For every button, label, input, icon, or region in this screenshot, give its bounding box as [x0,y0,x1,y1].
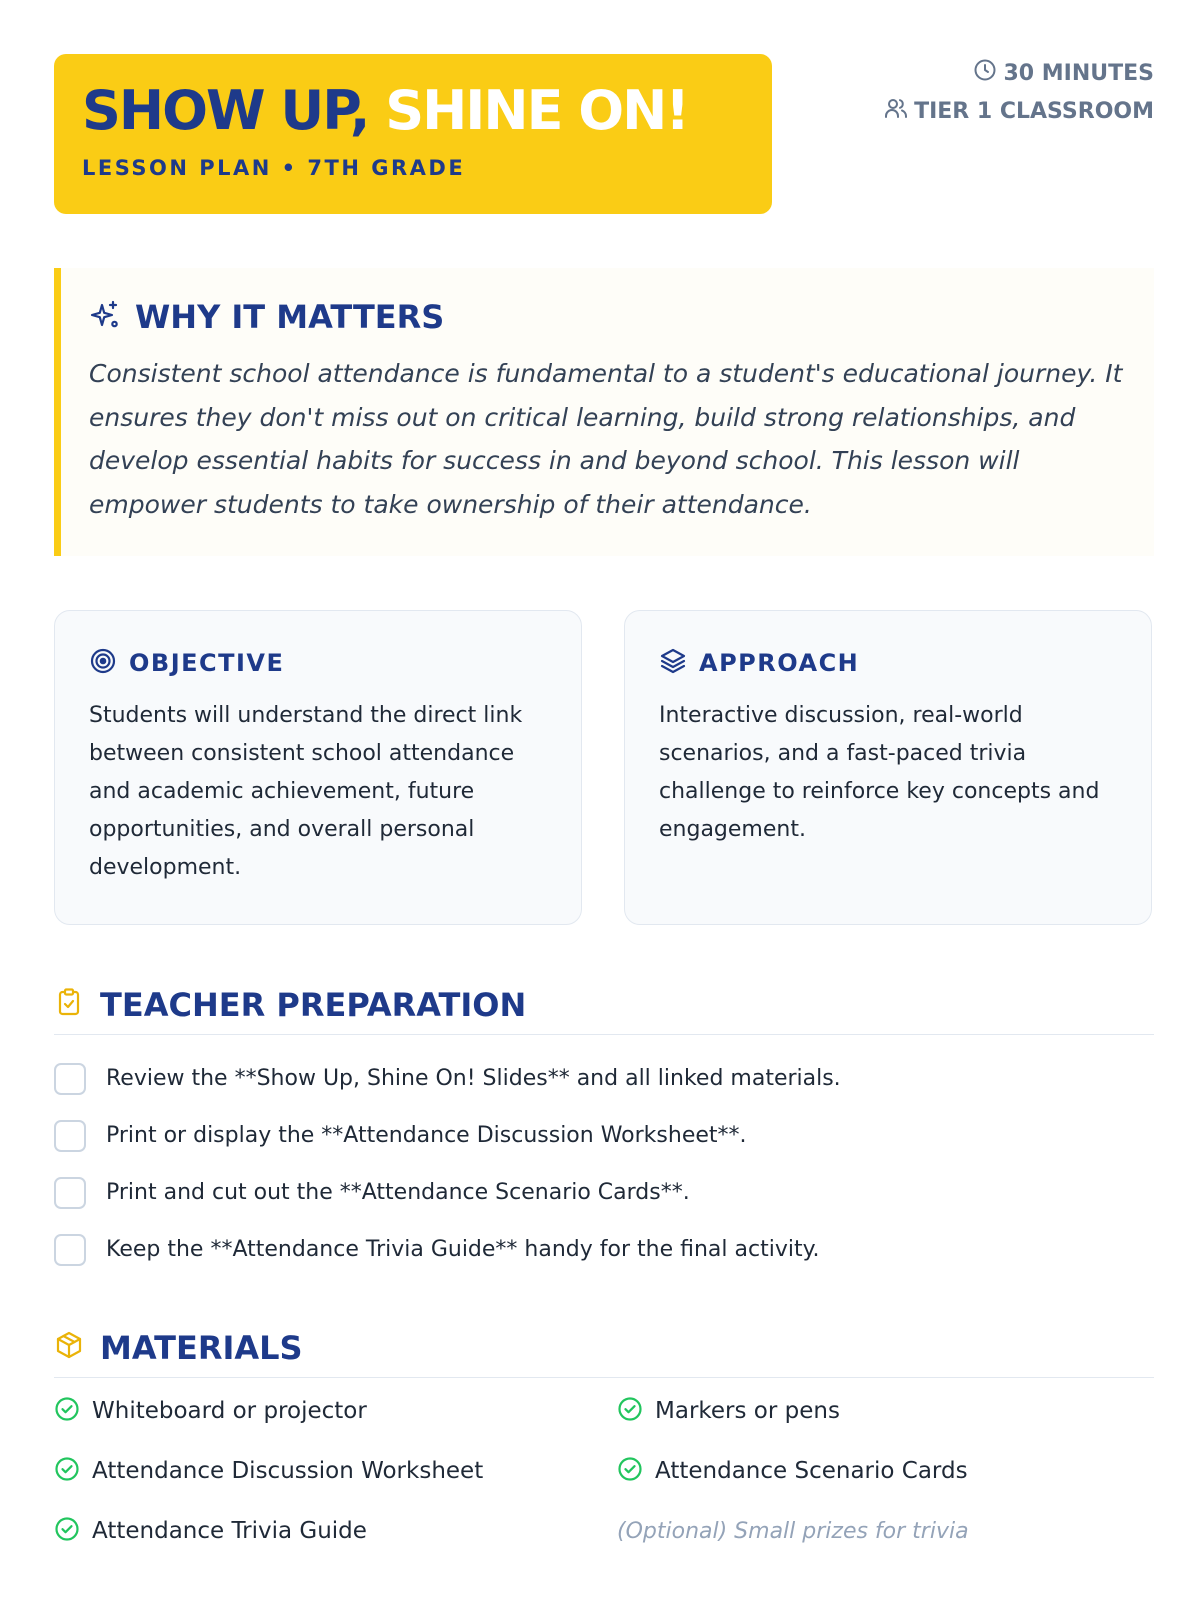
why-it-matters-title: WHY IT MATTERS [135,298,445,336]
why-it-matters-header [89,294,1124,340]
checkbox[interactable] [54,1234,86,1266]
material-item [54,1390,617,1432]
material-item [54,1450,617,1492]
material-item-text: Attendance Trivia Guide [92,1518,367,1544]
checklist-item [54,1221,1154,1278]
material-item-optional [617,1510,1154,1552]
teacher-preparation-title: TEACHER PREPARATION [100,985,527,1024]
materials-title: MATERIALS [100,1328,303,1367]
objective-text: Students will understand the direct link between consistent school attendance and academic achievement, future opportunities, and overall personal development. [89,703,523,880]
layers-icon [659,647,687,680]
checklist-item-text: Print and cut out the **Attendance Scenario Cards**. [106,1180,690,1205]
lesson-header-card [54,54,772,214]
objective-title: OBJECTIVE [129,649,285,677]
checklist-item-text: Keep the **Attendance Trivia Guide** handy for the final activity. [106,1237,820,1262]
approach-header [659,643,1117,683]
material-item [617,1390,1154,1432]
objective-header [89,643,547,683]
users-icon [884,96,908,126]
checkbox[interactable] [54,1177,86,1209]
checklist-item [54,1050,1154,1107]
clock-icon [973,58,997,88]
lesson-title-part2: SHINE ON! [385,79,688,142]
preparation-checklist [54,1050,1154,1278]
lesson-title-part1: SHOW UP, [82,79,369,142]
check-circle-icon [617,1456,643,1487]
checklist-item [54,1164,1154,1221]
checklist-item [54,1107,1154,1164]
why-it-matters-text: Consistent school attendance is fundamental to a student's educational journey. It ensures they don't miss out on critical learning, build strong relationships, and develop essential habits for success in and beyond school. This lesson will empower students to take ownership of their attendance. [89,359,1123,519]
package-icon [54,1330,84,1365]
material-item-text: Markers or pens [655,1398,840,1424]
check-circle-icon [54,1516,80,1547]
materials-header [54,1318,1154,1378]
lesson-title [82,76,744,146]
approach-title: APPROACH [699,649,860,677]
material-item-text: Attendance Scenario Cards [655,1458,968,1484]
material-item [617,1450,1154,1492]
duration-label: 30 MINUTES [1003,60,1154,86]
checklist-item-text: Review the **Show Up, Shine On! Slides** and all linked materials. [106,1066,841,1091]
sparkles-icon [89,299,121,336]
duration-row [884,54,1154,92]
materials-list [54,1390,1154,1552]
lesson-meta [884,54,1154,130]
check-circle-icon [54,1396,80,1427]
material-item-text: Attendance Discussion Worksheet [92,1458,484,1484]
target-icon [89,647,117,680]
check-circle-icon [54,1456,80,1487]
tier-row [884,92,1154,130]
why-it-matters-panel [54,268,1154,556]
objective-card [54,610,582,925]
material-item [54,1510,617,1552]
approach-text: Interactive discussion, real-world scenarios, and a fast-paced trivia challenge to reinforce key concepts and engagement. [659,703,1100,842]
tier-label: TIER 1 CLASSROOM [914,98,1154,124]
check-circle-icon [617,1396,643,1427]
checkbox[interactable] [54,1063,86,1095]
checklist-item-text: Print or display the **Attendance Discussion Worksheet**. [106,1123,747,1148]
material-item-text: Whiteboard or projector [92,1398,367,1424]
approach-card [624,610,1152,925]
optional-material-text: (Optional) Small prizes for trivia [617,1518,969,1544]
teacher-preparation-header [54,975,1154,1035]
clipboard-check-icon [54,987,84,1022]
checkbox[interactable] [54,1120,86,1152]
lesson-subtitle: LESSON PLAN • 7TH GRADE [82,156,466,180]
